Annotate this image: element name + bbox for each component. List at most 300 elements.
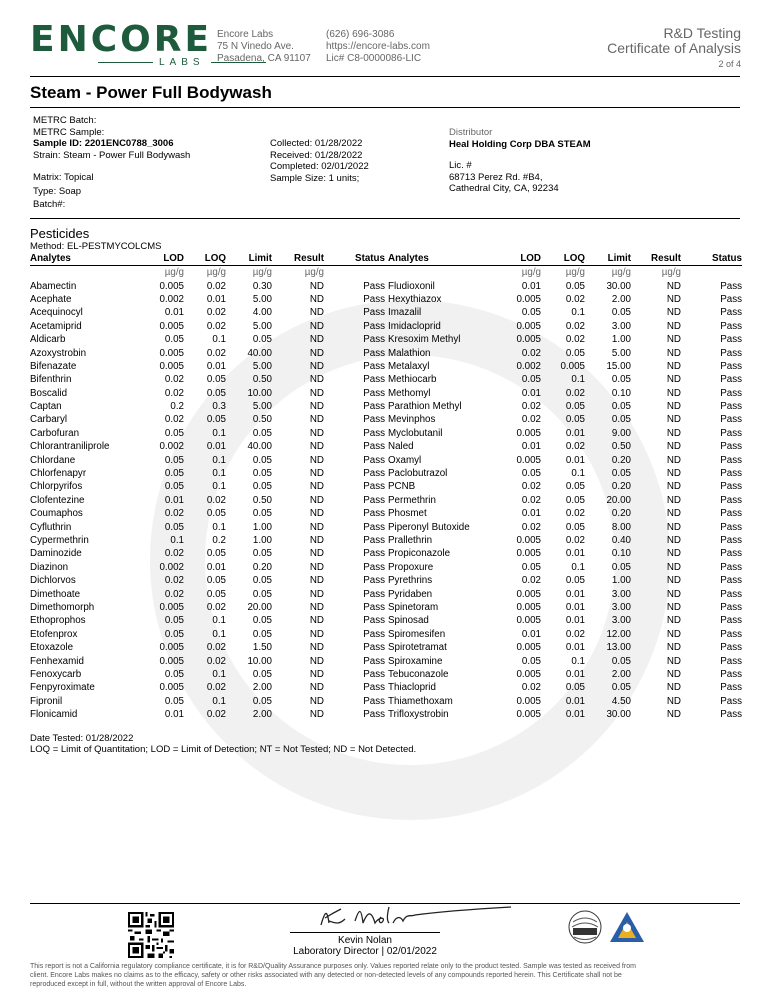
cell-analyte: Propiconazole — [388, 548, 451, 560]
table-row — [30, 467, 742, 480]
cell-limit: 0.05 — [611, 374, 631, 386]
cell-loq: 0.1 — [212, 334, 226, 346]
cell-limit: 0.40 — [611, 535, 631, 546]
cell-status: Pass — [363, 628, 385, 640]
cell-limit: 0.50 — [252, 414, 272, 426]
cell-analyte: Cyfluthrin — [30, 521, 72, 533]
col-loq: LOQ — [184, 252, 226, 266]
cell-lod: 0.02 — [164, 575, 184, 587]
table-row — [30, 587, 742, 600]
cell-lod: 0.02 — [164, 588, 184, 600]
cell-limit: 0.30 — [252, 280, 272, 292]
cell-limit: 4.50 — [611, 695, 631, 707]
col-status: Status — [324, 252, 385, 266]
cell-limit: 5.00 — [611, 347, 631, 359]
cell-analyte: Abamectin — [30, 280, 77, 292]
cell-analyte: Spiroxamine — [388, 655, 443, 667]
cell-lod: 0.05 — [521, 655, 541, 667]
cell-loq: 0.05 — [206, 588, 226, 600]
cell-status: Pass — [363, 481, 385, 493]
cell-result: ND — [309, 508, 324, 520]
cell-result: ND — [666, 575, 681, 587]
cell-result: ND — [309, 320, 324, 332]
cell-status: Pass — [720, 561, 742, 573]
cell-lod: 0.02 — [521, 401, 541, 413]
signature-graphic — [315, 903, 515, 933]
cell-analyte: Malathion — [388, 347, 431, 359]
cell-analyte: Fipronil — [30, 695, 63, 707]
cell-loq: 0.02 — [565, 441, 585, 453]
cell-result: ND — [666, 454, 681, 466]
cell-limit: 0.05 — [611, 468, 631, 480]
cell-loq: 0.05 — [565, 414, 585, 426]
cell-loq: 0.1 — [212, 668, 226, 680]
date-tested: Date Tested: 01/28/2022 — [30, 733, 134, 744]
cell-loq: 0.01 — [206, 441, 226, 453]
lab-name: Encore Labs — [217, 29, 274, 40]
cell-lod: 0.01 — [521, 280, 541, 292]
cell-loq: 0.02 — [206, 601, 226, 613]
cell-analyte: Spinetoram — [388, 601, 439, 613]
cell-status: Pass — [720, 307, 742, 319]
cell-analyte: Pyrethrins — [388, 575, 433, 587]
lab-phone: (626) 696-3086 — [326, 29, 395, 40]
info-divider — [30, 218, 740, 219]
cell-limit: 2.00 — [611, 668, 631, 680]
cell-analyte: Bifenazate — [30, 360, 77, 372]
unit-label: µg/g — [565, 267, 585, 279]
cell-status: Pass — [363, 588, 385, 600]
signature-line — [290, 932, 440, 933]
cell-limit: 5.00 — [252, 401, 272, 413]
cell-result: ND — [309, 601, 324, 613]
cell-result: ND — [666, 441, 681, 453]
cell-loq: 0.01 — [565, 642, 585, 654]
cell-status: Pass — [720, 441, 742, 453]
cell-analyte: Etoxazole — [30, 642, 74, 654]
cell-lod: 0.01 — [521, 387, 541, 399]
table-row — [30, 520, 742, 533]
cell-limit: 20.00 — [247, 601, 272, 613]
cell-loq: 0.1 — [212, 427, 226, 439]
cell-result: ND — [666, 695, 681, 707]
batch-number: Batch#: — [33, 199, 66, 210]
cell-limit: 0.05 — [611, 307, 631, 319]
cell-loq: 0.2 — [212, 535, 226, 546]
cell-result: ND — [666, 468, 681, 480]
cell-lod: 0.01 — [164, 307, 184, 319]
cell-analyte: Phosmet — [388, 508, 427, 520]
table-row — [30, 534, 742, 547]
cell-result: ND — [309, 360, 324, 372]
cell-loq: 0.1 — [571, 561, 585, 573]
cell-status: Pass — [363, 280, 385, 292]
cell-loq: 0.01 — [565, 695, 585, 707]
cell-analyte: Imidacloprid — [388, 320, 441, 332]
cell-status: Pass — [363, 682, 385, 694]
cell-lod: 0.02 — [521, 347, 541, 359]
cell-lod: 0.05 — [164, 334, 184, 346]
cell-limit: 0.05 — [611, 401, 631, 413]
cell-result: ND — [309, 695, 324, 707]
cell-loq: 0.05 — [565, 347, 585, 359]
distributor-address1: 68713 Perez Rd. #B4, — [449, 171, 543, 183]
cell-loq: 0.02 — [565, 320, 585, 332]
cell-status: Pass — [363, 642, 385, 654]
cell-result: ND — [666, 320, 681, 332]
cell-analyte: Oxamyl — [388, 454, 422, 466]
cell-lod: 0.01 — [521, 508, 541, 520]
cell-loq: 0.01 — [565, 668, 585, 680]
cell-analyte: Chlordane — [30, 454, 76, 466]
cell-analyte: Permethrin — [388, 494, 436, 506]
cell-result: ND — [666, 360, 681, 372]
cell-status: Pass — [720, 494, 742, 506]
cell-result: ND — [666, 535, 681, 546]
cell-status: Pass — [720, 374, 742, 386]
cell-loq: 0.02 — [206, 347, 226, 359]
table-row — [30, 346, 742, 359]
cell-analyte: Methiocarb — [388, 374, 437, 386]
cell-limit: 3.00 — [611, 588, 631, 600]
cell-analyte: Fenoxycarb — [30, 668, 82, 680]
table-row — [30, 681, 742, 694]
cell-result: ND — [309, 334, 324, 346]
cell-result: ND — [666, 588, 681, 600]
cell-analyte: Spirotetramat — [388, 642, 447, 654]
unit-label: µg/g — [661, 267, 681, 279]
cell-result: ND — [309, 454, 324, 466]
cell-loq: 0.01 — [206, 561, 226, 573]
cell-limit: 0.05 — [611, 682, 631, 694]
cell-status: Pass — [720, 481, 742, 493]
cell-limit: 0.05 — [252, 668, 272, 680]
cell-lod: 0.005 — [516, 454, 541, 466]
cell-result: ND — [666, 709, 681, 721]
unit-label: µg/g — [611, 267, 631, 279]
cell-status: Pass — [720, 347, 742, 359]
cell-limit: 0.05 — [252, 548, 272, 560]
cell-lod: 0.005 — [516, 709, 541, 721]
cell-lod: 0.05 — [164, 615, 184, 627]
table-row — [30, 320, 742, 333]
table-row — [30, 695, 742, 708]
sample-id: Sample ID: 2201ENC0788_3006 — [33, 138, 174, 149]
distributor-info — [449, 127, 591, 195]
signer-title: Laboratory Director | 02/01/2022 — [293, 946, 437, 957]
cell-result: ND — [666, 508, 681, 520]
cell-limit: 10.00 — [247, 655, 272, 667]
cell-status: Pass — [363, 454, 385, 466]
cell-limit: 0.20 — [252, 561, 272, 573]
cell-status: Pass — [363, 548, 385, 560]
cell-lod: 0.005 — [516, 320, 541, 332]
unit-label: µg/g — [521, 267, 541, 279]
received-date: Received: 01/28/2022 — [270, 149, 363, 161]
table-row — [30, 400, 742, 413]
cell-limit: 0.20 — [611, 481, 631, 493]
report-type — [607, 26, 741, 56]
cell-status: Pass — [363, 615, 385, 627]
cell-limit: 0.05 — [252, 695, 272, 707]
cell-analyte: Flonicamid — [30, 709, 78, 721]
cell-result: ND — [309, 401, 324, 413]
cell-status: Pass — [363, 427, 385, 439]
cell-loq: 0.05 — [206, 414, 226, 426]
cell-loq: 0.02 — [206, 320, 226, 332]
cell-analyte: Piperonyl Butoxide — [388, 521, 470, 533]
cell-result: ND — [666, 374, 681, 386]
cell-analyte: Carbaryl — [30, 414, 68, 426]
cell-lod: 0.005 — [516, 642, 541, 654]
cell-status: Pass — [363, 575, 385, 587]
cell-lod: 0.01 — [521, 628, 541, 640]
cell-limit: 1.50 — [252, 642, 272, 654]
cell-lod: 0.005 — [159, 642, 184, 654]
cell-lod: 0.002 — [159, 293, 184, 305]
cell-analyte: Mevinphos — [388, 414, 436, 426]
cell-lod: 0.02 — [521, 481, 541, 493]
cell-analyte: Hexythiazox — [388, 293, 442, 305]
cell-lod: 0.02 — [164, 374, 184, 386]
cell-result: ND — [666, 668, 681, 680]
cell-result: ND — [309, 521, 324, 533]
cell-lod: 0.005 — [516, 293, 541, 305]
cell-loq: 0.1 — [571, 468, 585, 480]
cell-lod: 0.005 — [159, 682, 184, 694]
cell-limit: 0.50 — [611, 441, 631, 453]
cell-result: ND — [666, 561, 681, 573]
table-row — [30, 601, 742, 614]
cell-lod: 0.005 — [159, 320, 184, 332]
cell-analyte: Imazalil — [388, 307, 422, 319]
cell-result: ND — [309, 682, 324, 694]
col-lod-2: LOD — [497, 252, 541, 266]
strain: Strain: Steam - Power Full Bodywash — [33, 149, 191, 161]
cell-analyte: Chlorpyrifos — [30, 481, 83, 493]
cell-limit: 2.00 — [252, 682, 272, 694]
cell-analyte: Spinosad — [388, 615, 429, 627]
cell-lod: 0.02 — [521, 521, 541, 533]
table-row — [30, 387, 742, 400]
cell-limit: 0.05 — [252, 615, 272, 627]
cell-result: ND — [309, 494, 324, 506]
metrc-sample: METRC Sample: — [33, 126, 105, 138]
table-row — [30, 561, 742, 574]
cell-status: Pass — [363, 360, 385, 372]
cell-limit: 0.05 — [252, 588, 272, 600]
cell-lod: 0.002 — [159, 561, 184, 573]
cell-loq: 0.05 — [565, 401, 585, 413]
cell-loq: 0.1 — [571, 655, 585, 667]
cell-status: Pass — [720, 695, 742, 707]
cell-result: ND — [309, 575, 324, 587]
cell-loq: 0.01 — [565, 601, 585, 613]
cell-result: ND — [666, 293, 681, 305]
units-row — [30, 266, 742, 280]
cell-limit: 0.05 — [252, 427, 272, 439]
cell-status: Pass — [363, 508, 385, 520]
cell-result: ND — [666, 414, 681, 426]
cell-lod: 0.01 — [164, 494, 184, 506]
table-row — [30, 279, 742, 292]
cell-analyte: Acequinocyl — [30, 307, 83, 319]
cell-analyte: Fenhexamid — [30, 655, 84, 667]
cell-status: Pass — [720, 508, 742, 520]
cell-analyte: Diazinon — [30, 561, 69, 573]
cell-loq: 0.01 — [565, 454, 585, 466]
cell-analyte: Coumaphos — [30, 508, 83, 520]
table-row — [30, 668, 742, 681]
col-limit-2: Limit — [585, 252, 631, 266]
cell-lod: 0.002 — [516, 360, 541, 372]
cell-loq: 0.05 — [206, 508, 226, 520]
cell-analyte: PCNB — [388, 481, 416, 493]
cell-analyte: Kresoxim Methyl — [388, 334, 461, 346]
table-row — [30, 360, 742, 373]
cell-status: Pass — [720, 414, 742, 426]
cell-result: ND — [666, 494, 681, 506]
cell-result: ND — [666, 682, 681, 694]
cell-result: ND — [309, 414, 324, 426]
cell-status: Pass — [720, 628, 742, 640]
cell-status: Pass — [720, 601, 742, 613]
table-row — [30, 413, 742, 426]
cell-result: ND — [666, 642, 681, 654]
cell-result: ND — [309, 374, 324, 386]
cell-analyte: Boscalid — [30, 387, 68, 399]
lab-address-line2: Pasadena, CA 91107 — [217, 53, 311, 64]
cell-result: ND — [309, 561, 324, 573]
cell-analyte: Fludioxonil — [388, 280, 435, 292]
cell-status: Pass — [720, 334, 742, 346]
table-row — [30, 480, 742, 493]
cell-limit: 20.00 — [606, 494, 631, 506]
cell-limit: 12.00 — [606, 628, 631, 640]
cell-analyte: Trifloxystrobin — [388, 709, 449, 721]
cell-lod: 0.005 — [516, 615, 541, 627]
table-row — [30, 574, 742, 587]
cell-limit: 0.05 — [611, 561, 631, 573]
cell-lod: 0.02 — [164, 508, 184, 520]
cell-lod: 0.05 — [521, 374, 541, 386]
cell-loq: 0.1 — [212, 695, 226, 707]
cell-status: Pass — [363, 401, 385, 413]
cell-lod: 0.02 — [521, 682, 541, 694]
sample-size: Sample Size: 1 units; — [270, 172, 360, 184]
cell-result: ND — [309, 468, 324, 480]
col-lod: LOD — [142, 252, 184, 266]
footer-disclaimer: This report is not a California regulatory compliance certificate, it is for R&D/Quality Assurance purposes only. Values reported relate only to the product tested. Sample was tested as received from client. Encore Labs makes no claims as to the efficacy, safety or other risks associated with any detected or non-detected levels of any compounds reported herein. This Certificate shall not be reproduced except in full, without the written approval of Encore Labs. — [30, 963, 636, 988]
cell-limit: 40.00 — [247, 441, 272, 453]
col-status-2: Status — [681, 252, 742, 266]
table-row — [30, 293, 742, 306]
cell-analyte: Carbofuran — [30, 427, 80, 439]
cell-lod: 0.005 — [516, 588, 541, 600]
col-loq-2: LOQ — [541, 252, 585, 266]
qr-code-icon — [128, 912, 174, 958]
cell-result: ND — [666, 401, 681, 413]
table-row — [30, 440, 742, 453]
cell-loq: 0.05 — [206, 374, 226, 386]
cell-loq: 0.02 — [565, 334, 585, 346]
cell-limit: 13.00 — [606, 642, 631, 654]
cell-loq: 0.1 — [212, 521, 226, 533]
cell-limit: 0.05 — [611, 655, 631, 667]
cell-status: Pass — [363, 535, 385, 546]
cell-lod: 0.002 — [159, 441, 184, 453]
pesticides-table — [30, 252, 742, 721]
cell-status: Pass — [720, 521, 742, 533]
cell-status: Pass — [720, 454, 742, 466]
collected-date: Collected: 01/28/2022 — [270, 138, 363, 149]
cell-lod: 0.005 — [159, 360, 184, 372]
cell-analyte: Daminozide — [30, 548, 82, 560]
cell-status: Pass — [363, 414, 385, 426]
logo-subtitle: LABS — [92, 57, 272, 68]
cell-analyte: Tebuconazole — [388, 668, 449, 680]
cell-lod: 0.005 — [516, 695, 541, 707]
cell-status: Pass — [363, 347, 385, 359]
cell-loq: 0.05 — [565, 494, 585, 506]
cell-lod: 0.005 — [516, 427, 541, 439]
cell-analyte: Ethoprophos — [30, 615, 86, 627]
lab-website[interactable]: https://encore-labs.com — [326, 41, 430, 52]
cell-result: ND — [309, 655, 324, 667]
cell-analyte: Chlorantraniliprole — [30, 441, 110, 453]
cell-loq: 0.02 — [565, 535, 585, 546]
cell-limit: 8.00 — [611, 521, 631, 533]
cell-limit: 0.20 — [611, 454, 631, 466]
cell-loq: 0.1 — [212, 481, 226, 493]
col-result-2: Result — [631, 252, 681, 266]
cell-result: ND — [666, 280, 681, 292]
cell-status: Pass — [363, 387, 385, 399]
cell-lod: 0.05 — [164, 668, 184, 680]
col-limit: Limit — [226, 252, 272, 266]
cell-analyte: Fenpyroximate — [30, 682, 95, 694]
cell-status: Pass — [363, 668, 385, 680]
cell-analyte: Dimethomorph — [30, 601, 95, 613]
table-row — [30, 708, 742, 721]
cell-analyte: Captan — [30, 401, 62, 413]
cell-lod: 0.05 — [164, 427, 184, 439]
cell-result: ND — [666, 347, 681, 359]
product-title: Steam - Power Full Bodywash — [30, 83, 272, 102]
header-divider — [30, 76, 740, 77]
cell-loq: 0.02 — [206, 655, 226, 667]
lab-contact-block — [326, 29, 430, 65]
cell-status: Pass — [363, 320, 385, 332]
cell-status: Pass — [363, 695, 385, 707]
cell-analyte: Dichlorvos — [30, 575, 76, 587]
cell-lod: 0.05 — [521, 307, 541, 319]
cell-status: Pass — [720, 280, 742, 292]
cell-status: Pass — [363, 521, 385, 533]
cell-loq: 0.02 — [206, 642, 226, 654]
cell-analyte: Methomyl — [388, 387, 431, 399]
cell-status: Pass — [720, 588, 742, 600]
cell-result: ND — [309, 387, 324, 399]
cell-analyte: Spiromesifen — [388, 628, 446, 640]
cell-loq: 0.02 — [565, 628, 585, 640]
cell-limit: 3.00 — [611, 320, 631, 332]
table-row — [30, 373, 742, 386]
completed-date: Completed: 02/01/2022 — [270, 161, 369, 172]
ilac-mra-logo-icon — [568, 910, 602, 944]
cell-analyte: Pyridaben — [388, 588, 433, 600]
cell-limit: 1.00 — [252, 535, 272, 546]
